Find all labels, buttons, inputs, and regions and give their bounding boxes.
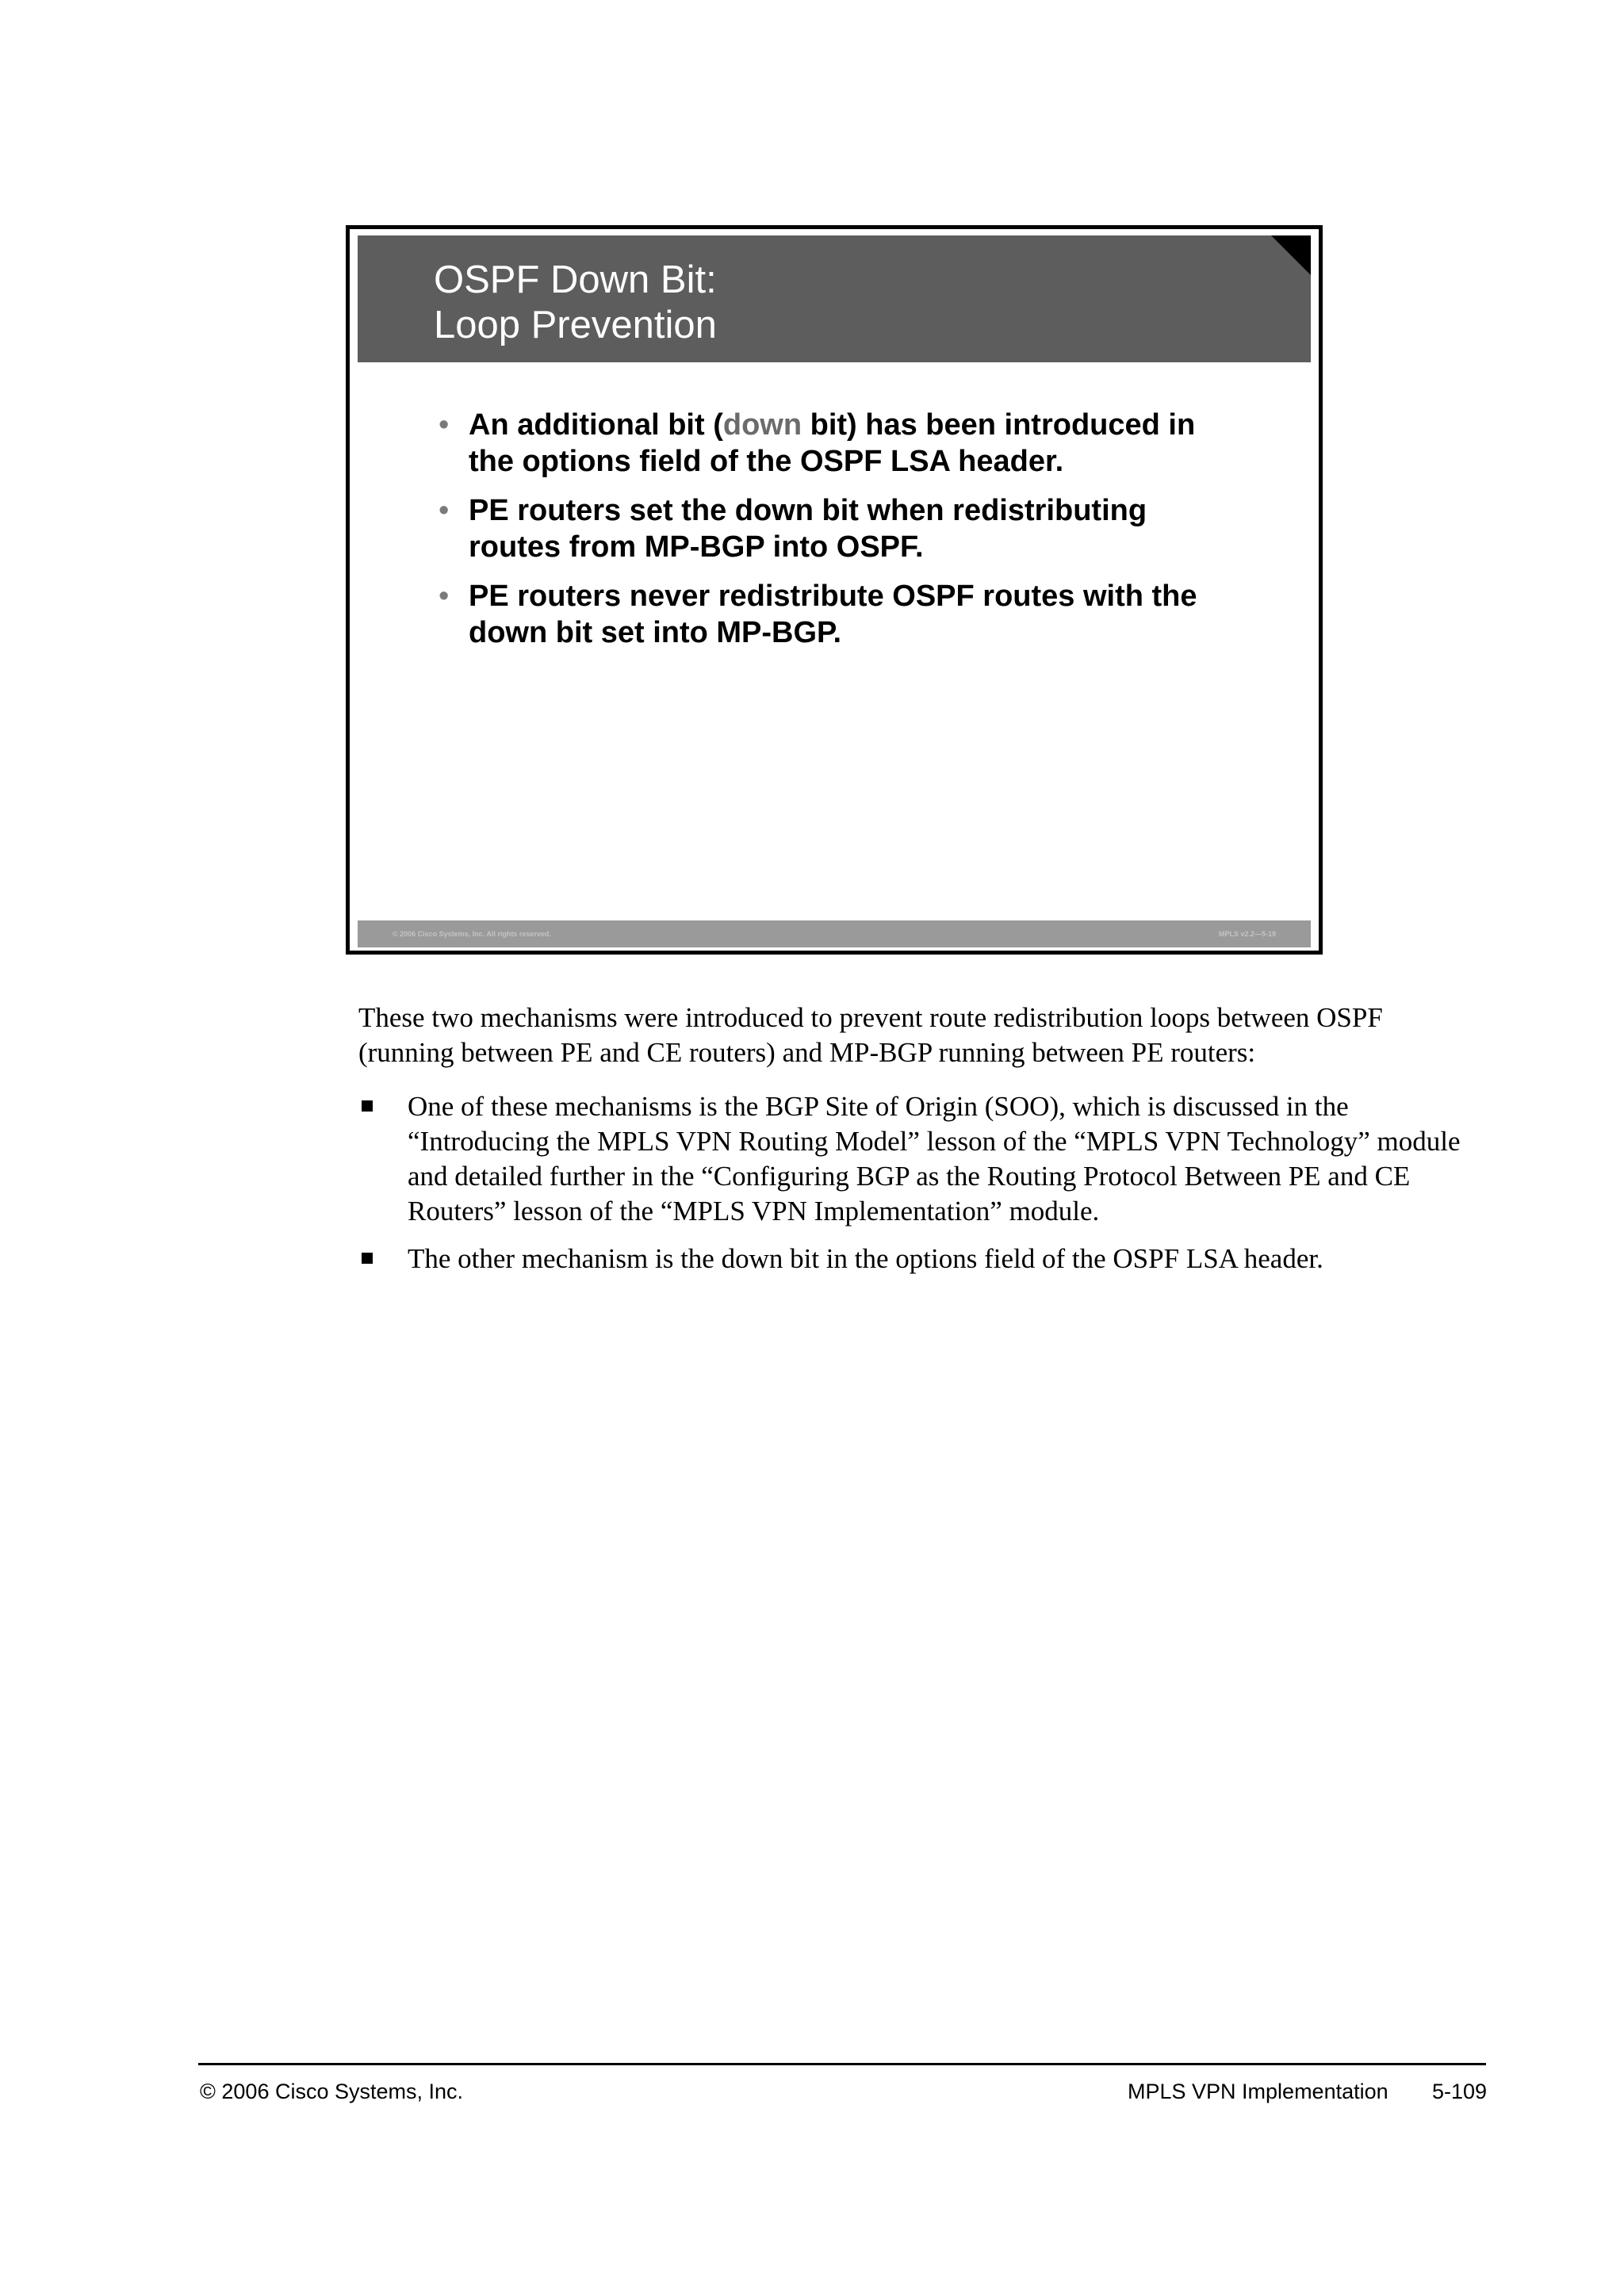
slide-footer: [358, 920, 1311, 947]
slide-bullet-text: PE routers never redistribute OSPF routes with the down bit set into MP-BGP.: [469, 580, 1197, 649]
page-number: 5-109: [1432, 2080, 1488, 2103]
slide-title: [434, 258, 717, 348]
slide-bullet-list: [439, 407, 1231, 664]
slide-bullet: [439, 492, 1231, 565]
corner-triangle-icon: [1271, 235, 1311, 275]
slide-title-line-2: Loop Prevention: [434, 304, 717, 346]
mechanism-list: [358, 1089, 1484, 1289]
square-bullet-icon: [362, 1100, 373, 1112]
slide-footer-copyright: © 2006 Cisco Systems, Inc. All rights reserved.: [393, 930, 551, 938]
slide-bullet-text-post: bit) has been introduced in the options field of the OSPF LSA header.: [469, 408, 1196, 478]
page-footer-copyright: © 2006 Cisco Systems, Inc.: [200, 2080, 464, 2103]
slide-figure: [346, 225, 1323, 955]
slide-bullet-text-pre: An additional bit (: [469, 408, 723, 442]
slide-bullet-highlight: down: [722, 408, 802, 442]
bullet-dot-icon: •: [439, 408, 450, 442]
page-footer-course: MPLS VPN Implementation: [1128, 2080, 1388, 2103]
bullet-dot-icon: •: [439, 494, 450, 527]
list-item-text: The other mechanism is the down bit in the options field of the OSPF LSA header.: [408, 1243, 1323, 1274]
slide-bullet: [439, 578, 1231, 651]
slide-bullet-text: PE routers set the down bit when redistributing routes from MP-BGP into OSPF.: [469, 494, 1147, 564]
slide-bullet: [439, 407, 1231, 480]
intro-paragraph: These two mechanisms were introduced to prevent route redistribution loops between OSPF (running between PE and CE routers) and MP-BGP running between PE routers:: [358, 1002, 1383, 1068]
slide-header: [358, 235, 1311, 362]
list-item: [358, 1089, 1484, 1229]
slide-title-line-1: OSPF Down Bit:: [434, 258, 717, 301]
square-bullet-icon: [362, 1253, 373, 1264]
list-item-text: One of these mechanisms is the BGP Site of Origin (SOO), which is discussed in the “Introducing the MPLS VPN Routing Model” lesson of the “MPLS VPN Technology” module and detailed further in the “Configuring BGP as the Routing Protocol Between PE and CE Routers” lesson of the “MPLS VPN Implementation” module.: [408, 1091, 1461, 1226]
slide-footer-id: MPLS v2.2—5-19: [1218, 930, 1276, 938]
footer-divider: [198, 2063, 1486, 2065]
list-item: [358, 1242, 1484, 1276]
bullet-dot-icon: •: [439, 580, 450, 613]
